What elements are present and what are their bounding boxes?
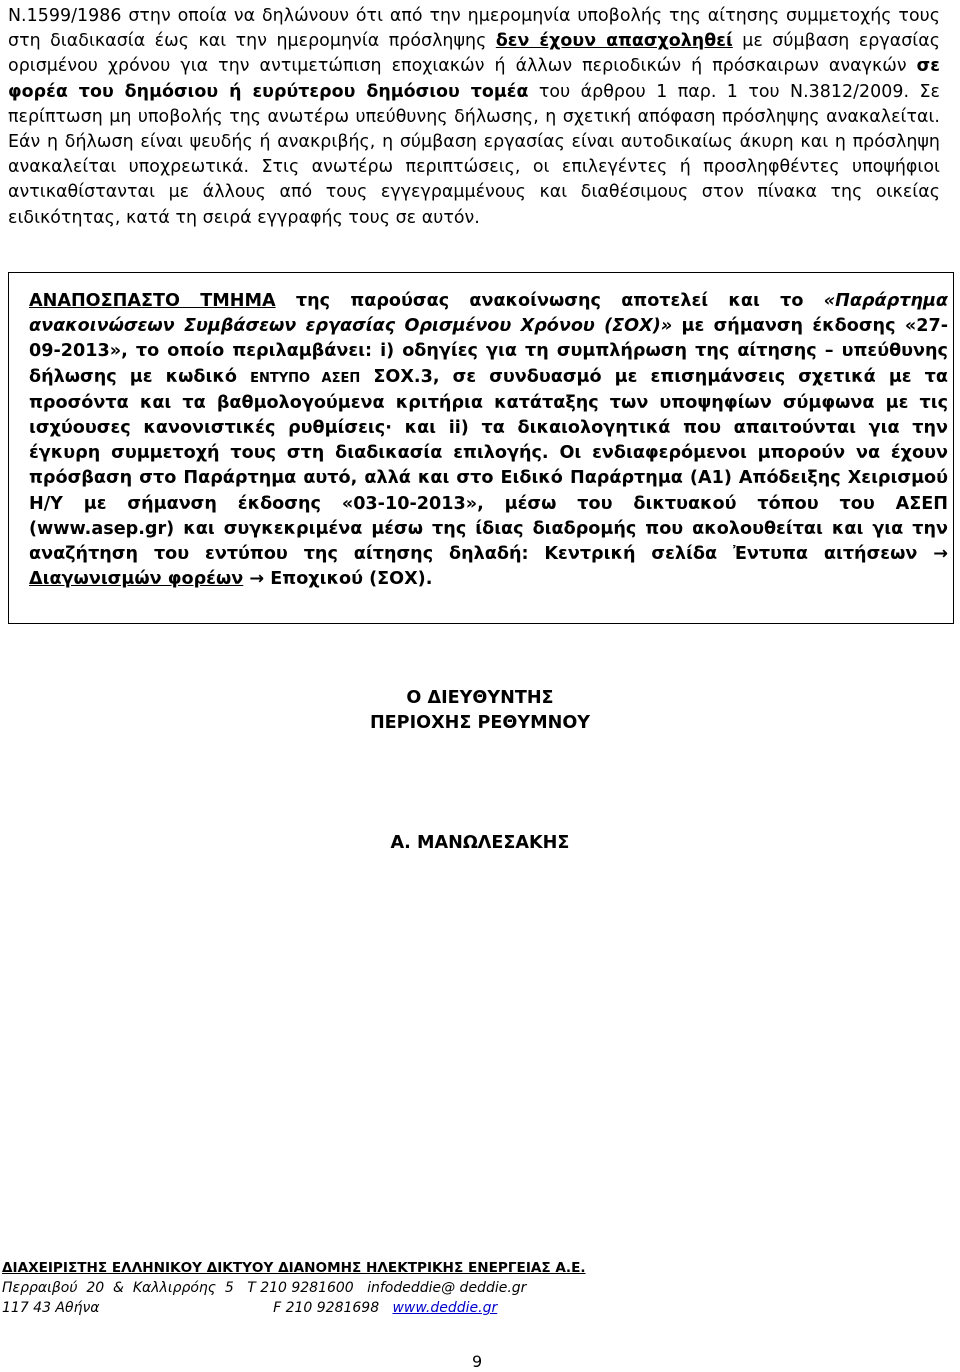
- box-text-1: της παρούσας ανακοίνωσης αποτελεί και το: [275, 291, 824, 311]
- para-emphasis-public-sector: σε φορέα του δημόσιου ή ευρύτερου δημόσιου τομέα: [8, 56, 940, 102]
- para-text-1: Ν.1599/1986 στην οποία να δηλώνουν ότι από την ημερομηνία υποβολής της αίτησης συμμετοχής τους στη διαδικασία έως και την ημερομηνία πρόσληψης: [8, 6, 940, 52]
- detachable-section-box: [8, 272, 954, 624]
- annex-title: «Παράρτημα ανακοινώσεων Συμβάσεων εργασίας Ορισμένου Χρόνου (ΣΟΧ)»: [29, 291, 948, 337]
- footer-row-2: [2, 1298, 942, 1318]
- page-number: 9: [472, 1352, 483, 1371]
- footer: [2, 1258, 942, 1318]
- footer-website-link[interactable]: www.deddie.gr: [392, 1300, 498, 1316]
- arrow-right-icon: →: [249, 569, 265, 590]
- arrow-right-icon: →: [933, 544, 948, 565]
- para-text-2: με σύμβαση εργασίας ορισμένου χρόνου για την αντιμετώπιση εποχιακών ή άλλων περιοδικών ή πρόσκαιρων αναγκών: [8, 31, 941, 77]
- form-code: ΕΝΤΥΠΟ ΑΣΕΠ: [250, 370, 361, 386]
- footer-phone: Τ 210 9281600: [247, 1280, 354, 1296]
- detachable-heading: ΑΝΑΠΟΣΠΑΣΤΟ ΤΜΗΜΑ: [29, 291, 276, 311]
- footer-row-1: [2, 1278, 942, 1298]
- para-text-3: του άρθρου 1 παρ. 1 του Ν.3812/2009. Σε περίπτωση μη υποβολής της ανωτέρω υπεύθυνης δήλωσης, η σχετική απόφαση πρόσληψης ανακαλείται. Εάν η δήλωση είναι ψευδής ή ανακριβής, η σύμβαση εργασίας είναι αυτοδικαίως άκυρη και η πρόσληψη ανακαλείται υποχρεωτικά. Στις ανωτέρω περιπτώσεις, οι επιλεγέντες ή προσληφθέντες υποψήφιοι αντικαθίστανται με άλλους από τους εγγεγραμμένους και διαθέσιμους στον πίνακα της οικείας ειδικότητας, κατά τη σειρά εγγραφής τους σε αυτόν.: [8, 81, 940, 228]
- box-text-3: ΣΟΧ.3, σε συνδυασμό με επισημάνσεις σχετικά με τα προσόντα και τα βαθμολογούμενα κριτήρια κατάταξης των υποψηφίων σύμφωνα με τις ισχύουσες κανονιστικές ρυθμίσεις· και ii) τα δικαιολογητικά που απαιτούνται για την έγκυρη συμμετοχή τους στη διαδικασία επιλογής. Οι ενδιαφερόμενοι μπορούν να έχουν πρόσβαση στο Παράρτημα αυτό, αλλά και στο Ειδικό Παράρτημα (Α1) Απόδειξης Χειρισμού Η/Υ με σήμανση έκδοσης «03-10-2013», μέσω του δικτυακού τόπου του ΑΣΕΠ (www.asep.gr) και συγκεκριμένα μέσω της ίδιας διαδρομής που ακολουθείται και για την αναζήτηση του εντύπου της αίτησης δηλαδή: Κεντρική σελίδα Ἐντυπα αιτήσεων: [29, 366, 949, 565]
- footer-fax: F 210 9281698: [273, 1300, 380, 1316]
- box-text-2: με σήμανση έκδοσης «27-09-2013», το οποίο περιλαμβάνει: i) οδηγίες για τη συμπλήρωση της αίτησης – υπεύθυνης δήλωσης με κωδικό: [29, 316, 948, 387]
- box-text-4: Εποχικού (ΣΟΧ).: [264, 569, 433, 590]
- body-paragraph: [8, 4, 940, 231]
- signature-title-1: Ο ΔΙΕΥΘΥΝΤΗΣ: [406, 688, 554, 708]
- footer-address: Περραιβού 20 & Καλλιρρόης 5: [2, 1280, 234, 1296]
- signature-title-2: ΠΕΡΙΟΧΗΣ ΡΕΘΥΜΝΟΥ: [369, 713, 591, 733]
- footer-city: 117 43 Αθήνα: [2, 1300, 100, 1316]
- path-competitions: Διαγωνισμών φορέων: [29, 569, 244, 590]
- para-emphasis-not-employed: δεν έχουν απασχοληθεί: [495, 31, 733, 52]
- signature-name: Α. ΜΑΝΩΛΕΣΑΚΗΣ: [390, 833, 570, 853]
- footer-email[interactable]: infodeddie@ deddie.gr: [367, 1280, 527, 1296]
- footer-org-name: ΔΙΑΧΕΙΡΙΣΤΗΣ ΕΛΛΗΝΙΚΟΥ ΔΙΚΤΥΟΥ ΔΙΑΝΟΜΗΣ ΗΛΕΚΤΡΙΚΗΣ ΕΝΕΡΓΕΙΑΣ Α.Ε.: [2, 1260, 586, 1276]
- detachable-section-text: [29, 289, 948, 592]
